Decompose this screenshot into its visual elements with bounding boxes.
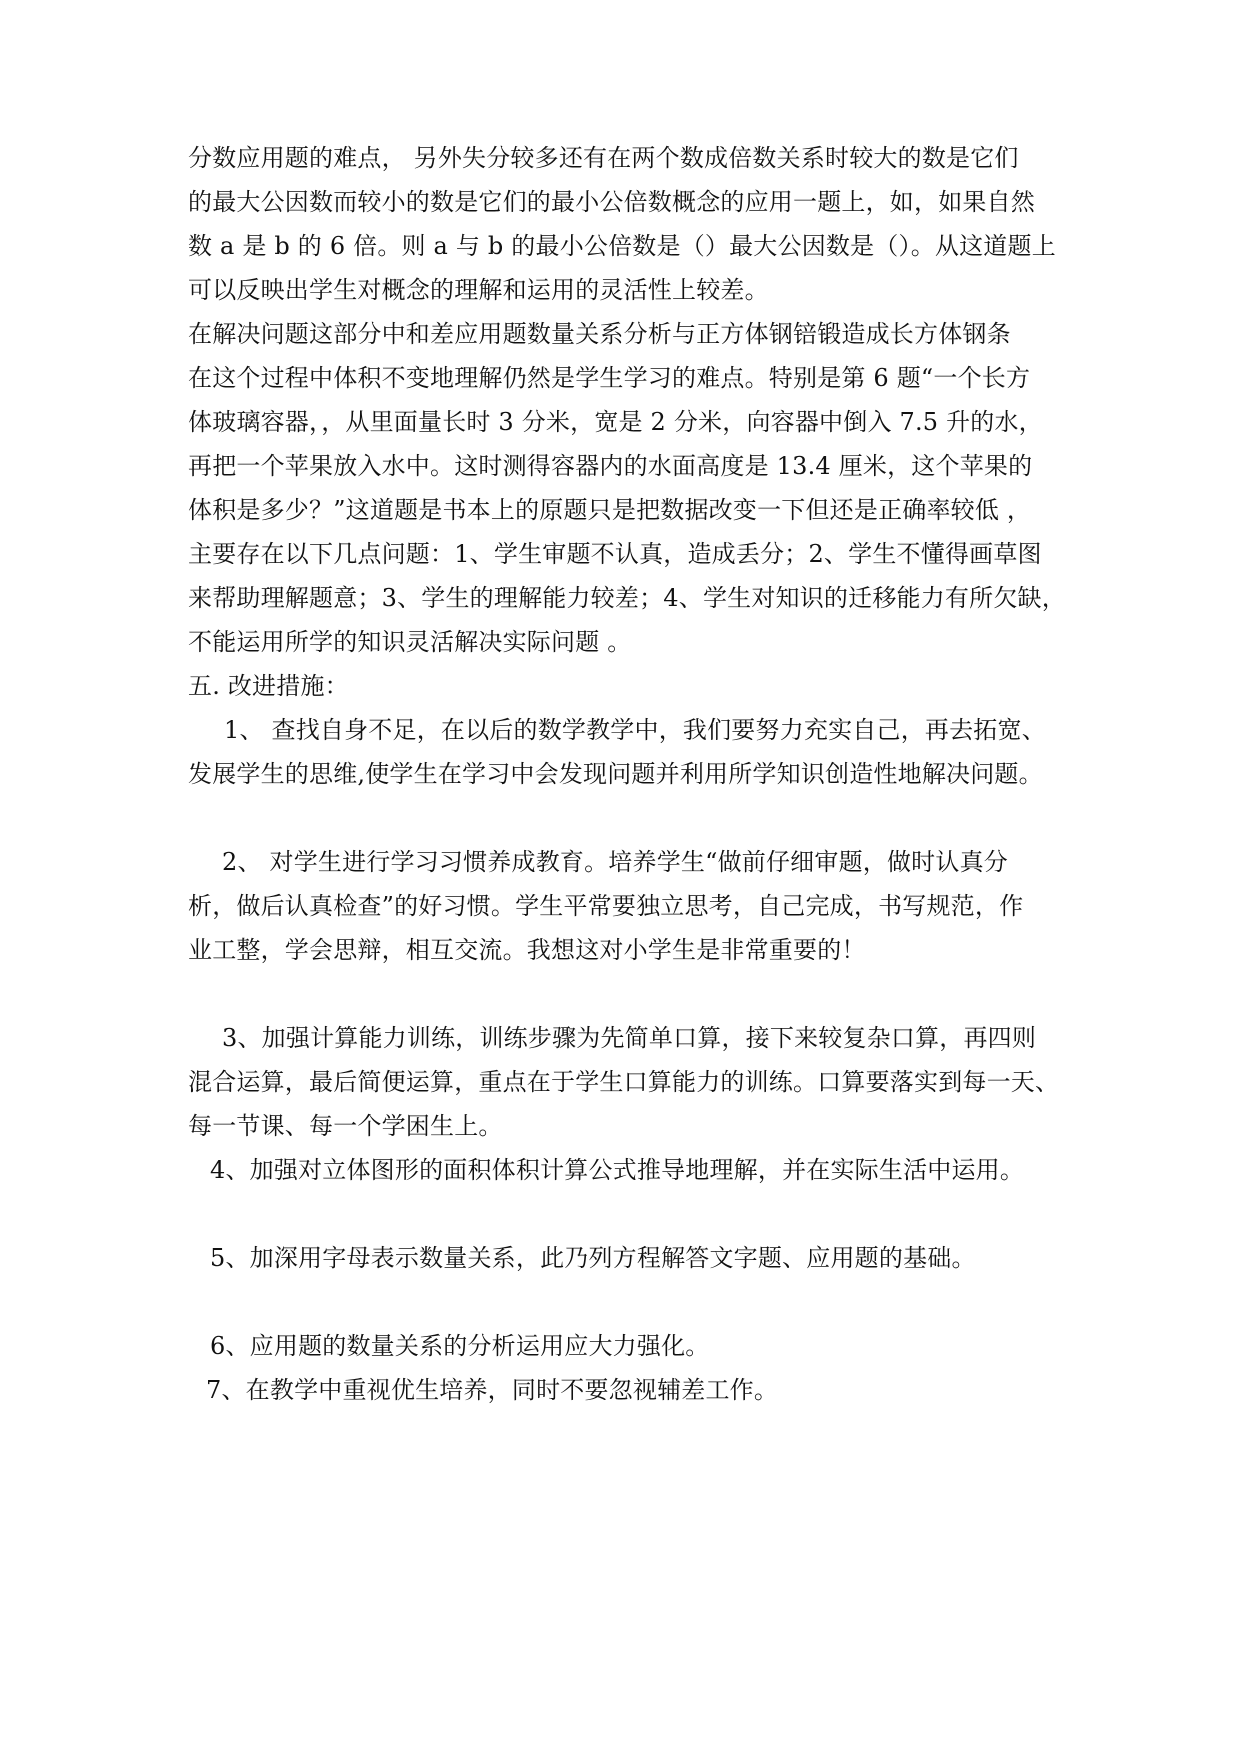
text-line: 析，做后认真检查”的好习惯。学生平常要独立思考，自己完成，书写规范，作	[188, 892, 1024, 920]
text-line: 不能运用所学的知识灵活解决实际问题 。	[188, 628, 632, 656]
text-line: 在解决问题这部分中和差应用题数量关系分析与正方体钢锫锻造成长方体钢条	[188, 320, 1011, 348]
text-line: 发展学生的思维,使学生在学习中会发现问题并利用所学知识创造性地解决问题。	[188, 760, 1043, 788]
text-line: 混合运算，最后简便运算，重点在于学生口算能力的训练。口算要落实到每一天、	[188, 1068, 1060, 1096]
list-item: 6、应用题的数量关系的分析运用应大力强化。	[210, 1332, 710, 1360]
text-line: 每一节课、每一个学困生上。	[188, 1112, 503, 1140]
text-line: 可以反映出学生对概念的理解和运用的灵活性上较差。	[188, 276, 769, 304]
text-line: 分数应用题的难点， 另外失分较多还有在两个数成倍数关系时较大的数是它们	[188, 144, 1019, 172]
list-item: 2、 对学生进行学习习惯养成教育。培养学生“做前仔细审题，做时认真分	[222, 848, 1008, 876]
text-line: 体玻璃容器，，从里面量长时 3 分米，宽是 2 分米，向容器中倒入 7.5 升的水，	[188, 408, 1043, 436]
list-item: 5、加深用字母表示数量关系，此乃列方程解答文字题、应用题的基础。	[210, 1244, 976, 1272]
text-line: 体积是多少？”这道题是书本上的原题只是把数据改变一下但还是正确率较低 ，	[188, 496, 1032, 524]
list-item: 1、 查找自身不足，在以后的数学教学中，我们要努力充实自己，再去拓宽、	[224, 716, 1046, 744]
text-line: 再把一个苹果放入水中。这时测得容器内的水面高度是 13.4 厘米，这个苹果的	[188, 452, 1033, 480]
list-item: 3、加强计算能力训练，训练步骤为先简单口算，接下来较复杂口算，再四则	[222, 1024, 1037, 1052]
list-item: 7、在教学中重视优生培养，同时不要忽视辅差工作。	[206, 1376, 779, 1404]
text-line: 来帮助理解题意；3、学生的理解能力较差；4、学生对知识的迁移能力有所欠缺，	[188, 584, 1066, 612]
text-line: 在这个过程中体积不变地理解仍然是学生学习的难点。特别是第 6 题“一个长方	[188, 364, 1031, 392]
section-heading: 五. 改进措施：	[188, 672, 349, 700]
text-line: 业工整，学会思辩，相互交流。我想这对小学生是非常重要的！	[188, 936, 866, 964]
text-line: 的最大公因数而较小的数是它们的最小公倍数概念的应用一题上，如，如果自然	[188, 188, 1035, 216]
text-line: 数 a 是 b 的 6 倍。则 a 与 b 的最小公倍数是（）最大公因数是（）。从这道题上	[188, 232, 1056, 260]
list-item: 4、加强对立体图形的面积体积计算公式推导地理解，并在实际生活中运用。	[210, 1156, 1025, 1184]
text-line: 主要存在以下几点问题：1、学生审题不认真，造成丢分；2、学生不懂得画草图	[188, 540, 1042, 568]
